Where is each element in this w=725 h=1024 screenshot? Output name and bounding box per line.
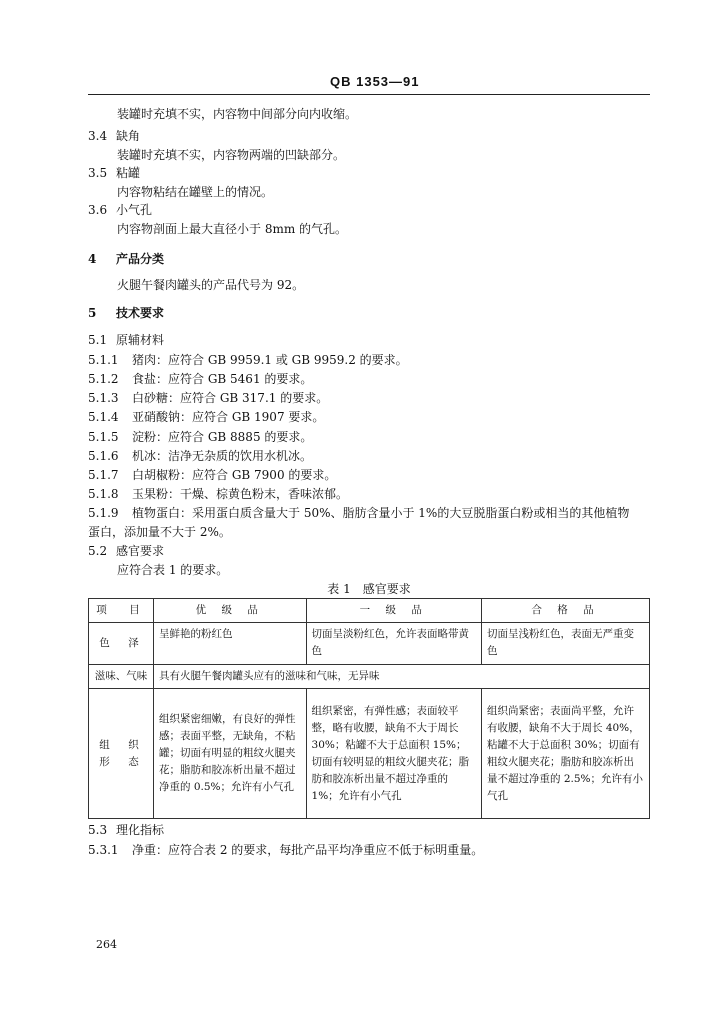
clause-text: 内容物粘结在罐壁上的情况。 — [117, 185, 274, 199]
table-header-item: 项 目 — [89, 599, 154, 623]
paragraph-line — [117, 185, 273, 199]
table1-caption: 表 1 感官要求 — [327, 582, 411, 596]
clause-text: 蛋白，添加量不大于 2%。 — [88, 525, 231, 539]
paragraph-line — [117, 563, 228, 577]
paragraph-line — [117, 222, 347, 236]
clause-text: 淀粉：应符合 GB 8885 的要求。 — [132, 430, 313, 444]
cell: 切面呈浅粉红色，表面无严重变色 — [481, 623, 649, 665]
clause-text: 应符合表 1 的要求。 — [117, 563, 229, 577]
clause-5-1-5 — [88, 430, 312, 444]
row-item-taste: 滋味、气味 — [89, 665, 154, 689]
table-header-first-grade: 一 级 品 — [306, 599, 481, 623]
clause-number: 5 — [88, 306, 97, 320]
clause-5-1-2 — [88, 372, 312, 386]
clause-number: 5.2 — [88, 544, 108, 558]
clause-number: 3.6 — [88, 203, 108, 217]
table1-sensory-requirements — [88, 598, 650, 819]
clause-text: 装罐时充填不实，内容物两端的凹缺部分。 — [117, 148, 346, 162]
clause-text: 感官要求 — [116, 544, 165, 558]
clause-number: 5.1 — [88, 333, 108, 347]
clause-number: 5.1.7 — [88, 468, 119, 482]
cell: 切面呈淡粉红色，允许表面略带黄色 — [306, 623, 481, 665]
clause-number: 5.1.6 — [88, 449, 119, 463]
clause-5-1-9 — [88, 506, 629, 520]
clause-number: 5.1.3 — [88, 391, 119, 405]
cell: 组织紧密，有弹性感；表面较平整，略有收腰，缺角不大于周长 30%；粘罐不大于总面积 15%；切面有较明显的粗纹火腿夹花；脂肪和胶冻析出量不超过净重的 1%；允许有小气孔 — [306, 689, 481, 819]
clause-text: 亚硝酸钠：应符合 GB 1907 要求。 — [132, 410, 325, 424]
clause-5-1-8 — [88, 487, 348, 501]
clause-text: 装罐时充填不实，内容物中间部分向内收缩。 — [117, 107, 358, 121]
clause-number: 5.1.1 — [88, 353, 119, 367]
clause-number: 5.3.1 — [88, 843, 119, 857]
clause-3-6 — [88, 203, 152, 217]
clause-5-3-1 — [88, 843, 483, 857]
clause-5-1 — [88, 333, 164, 347]
clause-text: 猪肉：应符合 GB 9959.1 或 GB 9959.2 的要求。 — [132, 353, 408, 367]
clause-text: 白砂糖：应符合 GB 317.1 的要求。 — [132, 391, 329, 405]
clause-number: 5.1.4 — [88, 410, 119, 424]
clause-3-5 — [88, 166, 140, 180]
header-rule — [88, 94, 650, 95]
row-item-texture: 组 织形 态 — [89, 689, 154, 819]
page-number: 264 — [96, 938, 117, 951]
clause-number: 5.1.9 — [88, 506, 119, 520]
clause-text: 缺角 — [116, 129, 141, 143]
clause-text: 火腿午餐肉罐头的产品代号为 92。 — [117, 278, 305, 292]
table-header-qualified: 合 格 品 — [481, 599, 649, 623]
cell: 呈鲜艳的粉红色 — [154, 623, 307, 665]
table-row — [89, 689, 650, 819]
clause-text: 玉果粉：干燥、棕黄色粉末，香味浓郁。 — [132, 487, 349, 501]
paragraph-line — [117, 148, 345, 162]
paragraph-line — [117, 278, 304, 292]
clause-5-1-6 — [88, 449, 312, 463]
clause-text: 内容物剖面上最大直径小于 8mm 的气孔。 — [117, 222, 348, 236]
clause-text: 原辅材料 — [116, 333, 165, 347]
clause-text: 粘罐 — [116, 166, 141, 180]
clause-5 — [88, 306, 164, 320]
clause-number: 5.1.8 — [88, 487, 119, 501]
clause-text: 小气孔 — [116, 203, 153, 217]
table-row — [89, 665, 650, 689]
clause-text: 植物蛋白：采用蛋白质含量大于 50%、脂肪含量小于 1%的大豆脱脂蛋白粉或相当的其他植物 — [132, 506, 630, 520]
cell: 组织紧密细嫩，有良好的弹性感；表面平整，无缺角，不粘罐；切面有明显的粗纹火腿夹花；脂肪和胶冻析出量不超过净重的 0.5%；允许有小气孔 — [154, 689, 307, 819]
clause-5-1-3 — [88, 391, 328, 405]
clause-text: 食盐：应符合 GB 5461 的要求。 — [132, 372, 313, 386]
clause-number: 5.1.5 — [88, 430, 119, 444]
clause-5-3 — [88, 823, 164, 837]
clause-5-1-7 — [88, 468, 336, 482]
clause-number: 3.4 — [88, 129, 108, 143]
clause-text: 机冰：洁净无杂质的饮用水机冰。 — [132, 449, 313, 463]
clause-text: 技术要求 — [116, 306, 165, 320]
standard-number: QB 1353—91 — [330, 74, 420, 89]
row-item-color: 色 泽 — [89, 623, 154, 665]
clause-text: 净重：应符合表 2 的要求，每批产品平均净重应不低于标明重量。 — [132, 843, 484, 857]
clause-text: 产品分类 — [116, 252, 165, 266]
paragraph-line — [88, 525, 231, 539]
clause-number: 4 — [88, 252, 97, 266]
cell: 组织尚紧密；表面尚平整，允许有收腰，缺角不大于周长 40%，粘罐不大于总面积 30%；切面有粗纹火腿夹花；脂肪和胶冻析出量不超过净重的 2.5%；允许有小气孔 — [481, 689, 649, 819]
table-header-premium: 优 级 品 — [154, 599, 307, 623]
table-row — [89, 623, 650, 665]
clause-3-4 — [88, 129, 140, 143]
clause-text: 白胡椒粉：应符合 GB 7900 的要求。 — [132, 468, 337, 482]
clause-5-1-4 — [88, 410, 324, 424]
clause-number: 3.5 — [88, 166, 108, 180]
paragraph-line — [117, 107, 357, 121]
clause-5-1-1 — [88, 353, 408, 367]
clause-text: 理化指标 — [116, 823, 165, 837]
clause-5-2 — [88, 544, 164, 558]
clause-number: 5.3 — [88, 823, 108, 837]
cell: 具有火腿午餐肉罐头应有的滋味和气味，无异味 — [154, 665, 650, 689]
clause-4 — [88, 252, 164, 266]
clause-number: 5.1.2 — [88, 372, 119, 386]
